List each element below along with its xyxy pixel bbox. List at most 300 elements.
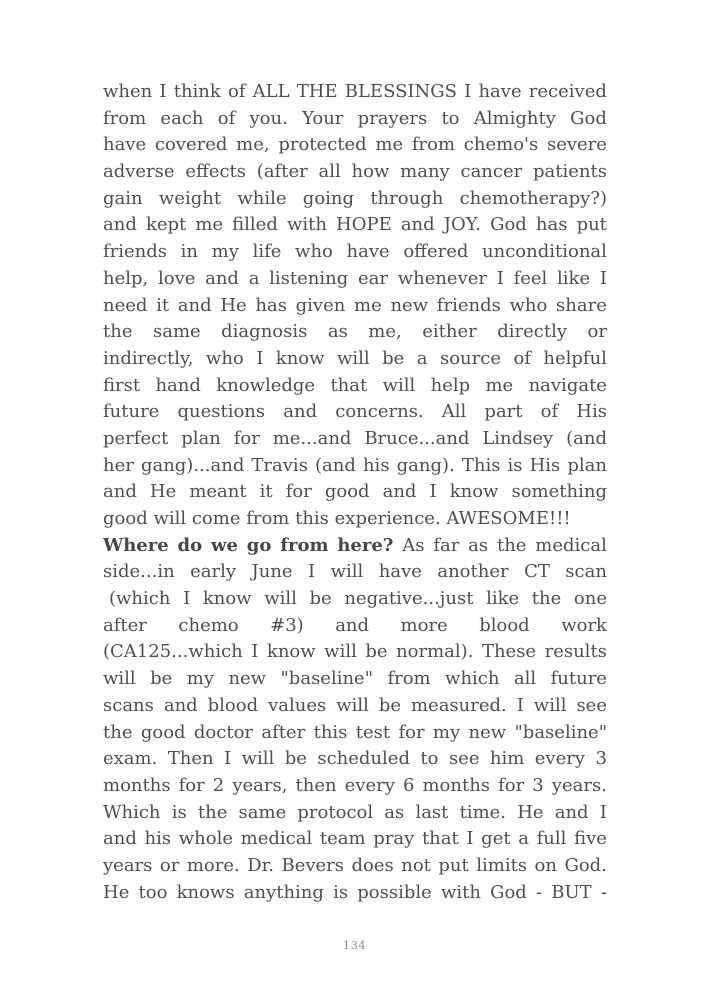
word: protected — [278, 134, 367, 156]
word: through — [370, 187, 444, 209]
word: (which — [109, 588, 171, 610]
word: perfect — [103, 427, 169, 449]
word: received — [528, 81, 607, 102]
word: God — [490, 881, 527, 903]
word: His — [576, 401, 607, 423]
text-line — [103, 426, 607, 453]
word: is — [333, 881, 349, 903]
word: help, — [103, 267, 149, 289]
word: I — [308, 561, 316, 583]
word: God — [570, 107, 607, 129]
word: listening — [269, 267, 349, 289]
word: for — [498, 774, 525, 796]
word: far — [433, 534, 460, 556]
word: on — [534, 854, 557, 876]
word: as — [468, 534, 489, 556]
word: limits — [476, 854, 528, 876]
word: all — [513, 668, 537, 690]
word: directly — [497, 321, 567, 343]
word: does — [351, 854, 394, 876]
text-line — [103, 720, 607, 747]
bold-word: go — [246, 534, 272, 556]
word: future — [103, 401, 160, 423]
word: chemotherapy?) — [459, 187, 607, 209]
word: will — [103, 668, 136, 690]
word: who — [295, 241, 333, 263]
word: is — [507, 454, 523, 476]
word: (after — [256, 161, 308, 183]
word: share — [556, 294, 607, 316]
word: the — [496, 534, 527, 556]
word: whenever — [397, 267, 488, 289]
word: and — [103, 214, 137, 236]
word: blood — [207, 694, 259, 716]
word: gang)...and — [140, 454, 245, 476]
word: for — [178, 774, 205, 796]
word: have — [478, 81, 522, 102]
word: protocol — [297, 801, 374, 823]
word: after — [261, 721, 306, 743]
word: questions — [177, 401, 266, 423]
word: new — [228, 668, 267, 690]
word: and — [103, 481, 137, 503]
word: the — [103, 321, 133, 343]
text-line — [103, 639, 607, 666]
text-line — [103, 826, 607, 853]
word: All — [441, 401, 467, 423]
word: more — [400, 614, 448, 636]
word: and — [177, 294, 212, 316]
word: will — [241, 748, 275, 770]
word: Which — [103, 801, 161, 823]
word: medical — [535, 534, 607, 556]
text-line — [103, 800, 607, 827]
bold-word: Where — [103, 534, 169, 556]
word: me — [195, 214, 224, 236]
word: know — [266, 641, 316, 663]
word: plan — [181, 427, 221, 449]
word: (and — [566, 427, 607, 449]
text-line — [103, 613, 607, 640]
word: put — [576, 214, 607, 236]
word: full — [536, 828, 567, 850]
word: knowledge — [216, 374, 316, 396]
word: THE — [296, 81, 338, 102]
word: (and — [315, 454, 356, 476]
word: BUT — [551, 881, 592, 903]
word: of — [227, 81, 246, 102]
word: test — [355, 721, 391, 743]
word: and — [205, 267, 239, 289]
word: be — [309, 588, 332, 610]
word: blood — [479, 614, 530, 636]
word: from — [411, 134, 456, 156]
word: love — [157, 267, 196, 289]
word: be — [365, 641, 388, 663]
word: with — [440, 881, 481, 903]
word: indirectly, — [103, 347, 194, 369]
word: I — [496, 267, 504, 289]
word: As — [402, 534, 425, 556]
word: time. — [459, 801, 507, 823]
word: chemo's — [463, 134, 539, 156]
word: it — [156, 294, 170, 316]
word: ALL — [252, 81, 290, 102]
word: and — [103, 828, 137, 850]
word: medical — [240, 828, 313, 850]
text-line — [103, 559, 607, 586]
word: HOPE — [336, 214, 392, 236]
word: Almighty — [473, 107, 556, 129]
word: too — [138, 881, 168, 903]
bold-word: from — [280, 534, 329, 556]
word: effects — [185, 161, 247, 183]
word: and — [283, 401, 318, 423]
word: me — [375, 134, 404, 156]
word: have — [378, 561, 422, 583]
text-line — [103, 79, 607, 106]
word: - — [600, 881, 607, 903]
word: pray — [373, 828, 415, 850]
word: team — [319, 828, 366, 850]
word: prayers — [357, 107, 428, 129]
word: as — [327, 321, 348, 343]
word: He — [220, 294, 247, 316]
word: a — [518, 828, 529, 850]
word: will — [324, 641, 357, 663]
word: God. — [564, 854, 607, 876]
word: a — [416, 347, 428, 369]
bold-word: do — [177, 534, 203, 556]
word: cancer — [460, 161, 523, 183]
word: who — [509, 294, 548, 316]
word: to — [441, 107, 460, 129]
word: work — [561, 614, 607, 636]
word: Then — [167, 748, 214, 770]
word: for — [285, 481, 312, 503]
word: life — [252, 241, 282, 263]
word: every — [534, 748, 586, 770]
word: ear — [357, 267, 388, 289]
word: He — [149, 481, 177, 503]
word: plan — [567, 454, 607, 476]
word: navigate — [528, 374, 607, 396]
word: while — [237, 187, 287, 209]
word: His — [529, 454, 561, 476]
word: 3 — [532, 774, 544, 796]
word: diagnosis — [221, 321, 308, 343]
word: results — [544, 641, 607, 663]
word: severe — [546, 134, 607, 156]
word: hand — [155, 374, 201, 396]
word: each — [160, 107, 204, 129]
word: He — [103, 881, 130, 903]
word: I — [599, 267, 607, 289]
word: will — [533, 694, 567, 716]
word: These — [481, 641, 537, 663]
word: friends — [103, 241, 168, 263]
word: from — [387, 668, 431, 690]
word: like — [557, 267, 591, 289]
word: same — [152, 321, 201, 343]
word: meant — [189, 481, 247, 503]
word: I — [251, 641, 259, 663]
word: doctor — [193, 721, 254, 743]
word: same — [238, 801, 287, 823]
word: for — [398, 721, 425, 743]
text-line — [103, 880, 607, 907]
word: He — [517, 801, 544, 823]
word: me, — [368, 321, 402, 343]
word: weight — [158, 187, 222, 209]
word: be — [284, 748, 307, 770]
word: and — [382, 481, 417, 503]
word: get — [481, 828, 511, 850]
word: normal). — [396, 641, 474, 663]
text-line — [103, 853, 607, 880]
text-line — [103, 132, 607, 159]
word: then — [295, 774, 337, 796]
word: of — [217, 107, 236, 129]
word: kept — [145, 214, 187, 236]
word: him — [489, 748, 525, 770]
word: and — [400, 214, 435, 236]
word: for — [233, 427, 260, 449]
word: is — [171, 801, 187, 823]
word: will — [337, 347, 370, 369]
word: me — [485, 374, 514, 396]
word: it — [259, 481, 273, 503]
word: either — [422, 321, 477, 343]
text-line — [103, 586, 607, 613]
word: I — [256, 347, 264, 369]
text-line — [103, 239, 607, 266]
word: knows — [176, 881, 235, 903]
word: months — [103, 774, 171, 796]
word: all — [318, 161, 341, 183]
word: source — [439, 347, 501, 369]
word: me, — [236, 134, 270, 156]
word: with — [286, 214, 327, 236]
word: I — [159, 81, 167, 102]
word: I — [466, 828, 474, 850]
word: every — [344, 774, 395, 796]
word: Travis — [251, 454, 308, 476]
word: I — [183, 588, 191, 610]
word: future — [550, 668, 607, 690]
word: new — [468, 721, 507, 743]
word: I — [224, 748, 232, 770]
word: anything — [243, 881, 324, 903]
word: who — [205, 347, 244, 369]
word: one — [573, 588, 607, 610]
text-line — [103, 159, 607, 186]
word: months — [422, 774, 491, 796]
bold-word: here? — [337, 534, 394, 556]
word: June — [251, 561, 293, 583]
word: my — [211, 241, 239, 263]
word: - — [536, 881, 543, 903]
word: that — [330, 374, 368, 396]
word: like — [486, 588, 520, 610]
word: something — [511, 481, 607, 503]
word: will — [382, 374, 416, 396]
word: last — [415, 801, 449, 823]
word: and — [163, 694, 198, 716]
word: in — [180, 241, 199, 263]
word: see — [448, 748, 480, 770]
word: help — [430, 374, 471, 396]
text-line — [103, 293, 607, 320]
text-line — [103, 693, 607, 720]
word: Dr. — [247, 854, 274, 876]
word: me...and — [272, 427, 352, 449]
word: BLESSINGS — [344, 81, 457, 102]
word: values — [268, 694, 327, 716]
word: and — [335, 614, 370, 636]
word: 3 — [595, 748, 607, 770]
text-line — [103, 186, 607, 213]
text-line — [103, 373, 607, 400]
word: years. — [551, 774, 607, 796]
word: possible — [357, 881, 432, 903]
word: CT — [524, 561, 550, 583]
word: the — [103, 721, 133, 743]
word: have — [103, 134, 147, 156]
text-line — [103, 319, 607, 346]
word: adverse — [103, 161, 175, 183]
word: how — [351, 161, 390, 183]
word: and — [554, 801, 589, 823]
word: many — [400, 161, 450, 183]
body-text — [103, 79, 607, 906]
word: has — [255, 294, 287, 316]
word: the — [531, 588, 562, 610]
word: friends — [436, 294, 501, 316]
word: her — [103, 454, 134, 476]
text-line: good will come from this experience. AWESOME!!! — [103, 508, 571, 529]
word: has — [535, 214, 568, 236]
word: have — [346, 241, 390, 263]
word: think — [173, 81, 221, 102]
word: be — [382, 347, 405, 369]
word: scan — [565, 561, 607, 583]
word: chemo — [178, 614, 239, 636]
word: scheduled — [317, 748, 410, 770]
word: years — [103, 854, 153, 876]
word: #3) — [270, 614, 304, 636]
word: will — [264, 588, 297, 610]
word: good — [324, 481, 370, 503]
word: 2 — [212, 774, 225, 796]
word: of — [540, 401, 559, 423]
word: scans — [103, 694, 154, 716]
bold-word: we — [210, 534, 238, 556]
word: know — [275, 347, 325, 369]
word: which — [445, 668, 500, 690]
word: me — [354, 294, 382, 316]
word: Your — [302, 107, 344, 129]
word: gang). — [396, 454, 455, 476]
word: whole — [178, 828, 234, 850]
word: exam. — [103, 748, 158, 770]
word: Bevers — [281, 854, 345, 876]
word: not — [401, 854, 431, 876]
word: 6 — [402, 774, 415, 796]
word: I — [464, 81, 472, 102]
word: filled — [232, 214, 278, 236]
word: covered — [154, 134, 228, 156]
text-line — [103, 479, 607, 506]
word: gain — [103, 187, 143, 209]
word: early — [190, 561, 237, 583]
word: Bruce...and — [364, 427, 470, 449]
word: good — [140, 721, 186, 743]
text-line — [103, 266, 607, 293]
word: I — [429, 481, 437, 503]
word: when — [103, 81, 153, 102]
word: as — [384, 801, 405, 823]
word: will — [330, 561, 364, 583]
word: going — [302, 187, 355, 209]
word: the — [197, 801, 228, 823]
word: side...in — [103, 561, 175, 583]
word: or — [587, 321, 607, 343]
word: Lindsey — [482, 427, 554, 449]
word: negative...just — [344, 588, 474, 610]
word: "baseline" — [514, 721, 607, 743]
text-line — [103, 666, 607, 693]
word: God — [490, 214, 527, 236]
word: know — [202, 588, 252, 610]
text-line — [103, 212, 607, 239]
word: of — [513, 347, 531, 369]
word: know — [449, 481, 499, 503]
text-line — [103, 106, 607, 133]
word: helpful — [543, 347, 607, 369]
word: feel — [513, 267, 548, 289]
word: his — [144, 828, 172, 850]
text-line — [103, 346, 607, 373]
text-line — [103, 533, 607, 560]
word: this — [313, 721, 348, 743]
word: concerns. — [335, 401, 424, 423]
word: from — [103, 107, 147, 129]
word: to — [420, 748, 439, 770]
word: my — [186, 668, 214, 690]
word: This — [461, 454, 501, 476]
word: JOY. — [443, 214, 482, 236]
word: unconditional — [482, 241, 607, 263]
word: see — [576, 694, 607, 716]
word: more. — [186, 854, 240, 876]
text-line — [103, 746, 607, 773]
word: need — [103, 294, 148, 316]
page-number: 134 — [342, 938, 367, 952]
word: after — [103, 614, 147, 636]
word: new — [390, 294, 429, 316]
word: be — [150, 668, 173, 690]
word: years, — [232, 774, 288, 796]
word: first — [103, 374, 141, 396]
word: that — [421, 828, 459, 850]
word: offered — [403, 241, 469, 263]
word: my — [432, 721, 461, 743]
word: a — [248, 267, 260, 289]
word: I — [599, 801, 607, 823]
word: measured. — [410, 694, 507, 716]
word: part — [484, 401, 523, 423]
